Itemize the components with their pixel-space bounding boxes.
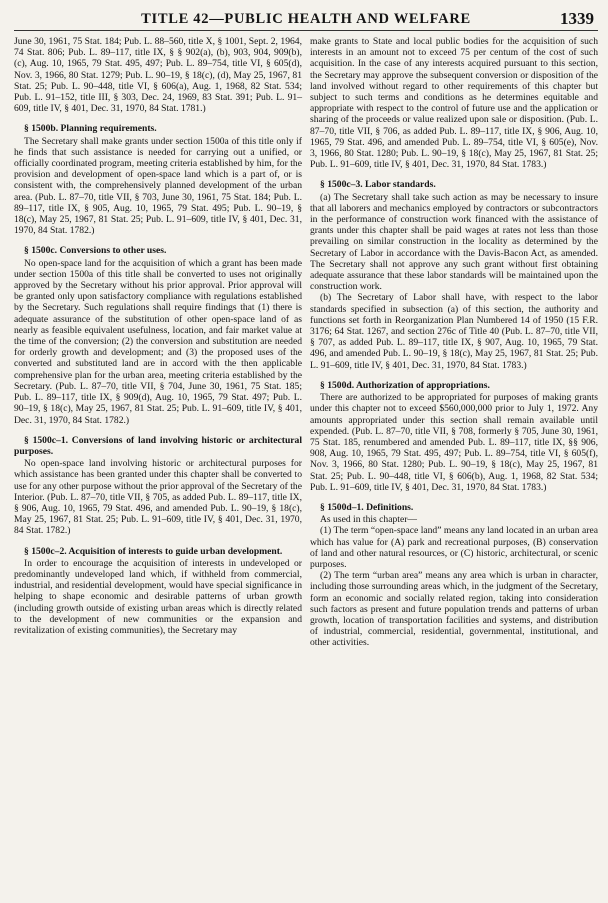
section-1500c-2	[14, 546, 302, 637]
left-column	[14, 36, 302, 649]
section-1500c-3	[310, 179, 598, 370]
section-body: No open-space land involving historic or architectural purposes for which assistance has been granted under this chapter shall be converted to use for any other purpose without the prior approval of the Secretary of the Interior. (Pub. L. 87–70, title VII, § 705, as added Pub. L. 89–117, title IX, § 906, Aug. 10, 1965, 79 Stat. 496, and amended Pub. L. 90–19, § 18(c), May 25, 1967, 81 Stat. 25; Pub. L. 91–609, title IV, § 401, Dec. 31, 1970, 84 Stat. 1782.)	[14, 458, 302, 537]
running-header	[14, 8, 598, 31]
section-heading: § 1500d. Authorization of appropriations.	[320, 379, 490, 391]
text-columns	[14, 36, 598, 649]
section-body: There are authorized to be appropriated for purposes of making grants under this chapter not to exceed $560,000,000 prior to July 1, 1972. Any amounts appropriated under this section shall remain available until expended. (Pub. L. 87–70, title VII, § 708, formerly § 705, June 30, 1961, 75 Stat. 185, renumbered and amended Pub. L. 89–117, title IX, §§ 906, 908, Aug. 10, 1965, 79 Stat. 495, 497; Pub. L. 89–754, title VI, § 605(f), Nov. 3, 1966, 80 Stat. 1280; Pub. L. 90–19, § 18(c), May 25, 1967, 81 Stat. 25; Pub. L. 90–448, title VI, § 606(b), Aug. 1, 1968, 82 Stat. 534; Pub. L. 91–609, title IV, § 401, Dec. 31, 1970, 84 Stat. 1783.)	[310, 392, 598, 493]
continued-text: make grants to State and local public bodies for the acquisition of such interests in an amount not to exceed 75 per centum of the cost of such acquisition. In the case of any interests acquired pursuant to this section, the Secretary may approve the subsequent conversion or disposition of the land involved without regard to other requirements of this chapter but subject to such terms and conditions as he determines equitable and appropriate with respect to the control of future use and the application or sharing of the proceeds or value realized upon sale or disposition. (Pub. L. 87–70, title VII, § 706, as added Pub. L. 89–117, title IX, § 906, Aug. 10, 1965, 79 Stat. 496, and amended Pub. L. 89–754, title VI, § 605(e), Nov. 3, 1966, 80 Stat. 1280; Pub. L. 90–19, § 18(c), May 25, 1967, 81 Stat. 25; Pub. L. 91–609, title IV, § 401, Dec. 31, 1970, 84 Stat. 1783.)	[310, 36, 598, 171]
subsection-b: (b) The Secretary of Labor shall have, with respect to the labor standards specified in subsection (a) of this section, the authority and functions set forth in Reorganization Plan Numbered 14 of 1950 (15 F.R. 3176; 64 Stat. 1267, and section 276c of Title 40 (Pub. L. 87–70, title VII, § 707, as added Pub. L. 89–117, title IX, § 907, Aug. 10, 1965, 79 Stat. 496, and amended Pub. L. 90–19, § 18(c), May 25, 1967, 81 Stat. 25; Pub. L. 91–609, title IV, § 401, Dec. 31, 1970, 84 Stat. 1783.)	[310, 292, 598, 371]
right-column	[310, 36, 598, 649]
continued-citation: June 30, 1961, 75 Stat. 184; Pub. L. 88–560, title X, § 1001, Sept. 2, 1964, 74 Stat. 806; Pub. L. 89–117, title IX, § § 902(a), (b), 903, 904, 909(b), (c), Aug. 10, 1965, 79 Stat. 495, 497; Pub. L. 89–754, title VI, § 605(d), Nov. 3, 1966, 80 Stat. 1279; Pub. L. 90–19, § 18(c), (d), May 25, 1967, 81 Stat. 25; Pub. L. 90–448, title VI, § 606(a), Aug. 1, 1968, 82 Stat. 534; Pub. L. 91–152, title III, § 303, Dec. 24, 1969, 83 Stat. 391; Pub. L. 91–609, title IV, § 401, Dec. 31, 1970, 84 Stat. 1781.)	[14, 36, 302, 115]
section-1500d-1	[310, 502, 598, 649]
running-title: TITLE 42—PUBLIC HEALTH AND WELFARE	[141, 11, 471, 27]
definitions-lead: As used in this chapter—	[320, 514, 417, 526]
section-1500b	[14, 123, 302, 236]
section-heading: § 1500c–2. Acquisition of interests to guide urban development.	[24, 545, 283, 557]
section-heading: § 1500b. Planning requirements.	[24, 123, 157, 135]
page-number: 1339	[560, 9, 594, 28]
section-body: No open-space land for the acquisition of which a grant has been made under section 1500a of this title shall be converted to uses not originally approved by the Secretary without his prior approval. Prior approval will be granted only upon satisfactory compliance with regulations established by the Secretary. Such regulations shall require findings that (1) there is adequate assurance of the substitution of other open-space land of as nearly as feasible equivalent usefulness, location, and fair market value at the time of the conversion; (2) the conversion and substitution are needed for orderly growth and development; and (3) the proposed uses of the converted and substituted land are in accord with the then applicable comprehensive plan for the urban area, meeting criteria established by the Secretary. (Pub. L. 87–70, title VII, § 704, June 30, 1961, 75 Stat. 185; Pub. L. 89–117, title IX, § 909(d), Aug. 10, 1965, 79 Stat. 497; Pub. L. 90–19, § 18(c), May 25, 1967, 81 Stat. 25; Pub. L. 91–609, title IV, § 401, Dec. 31, 1970, 84 Stat. 1782.)	[14, 257, 302, 426]
section-heading: § 1500c–3. Labor standards.	[320, 179, 436, 191]
section-1500c	[14, 245, 302, 425]
section-1500d	[310, 380, 598, 493]
section-body: The Secretary shall make grants under section 1500a of this title only if he finds that such assistance is needed for carrying out a unified, or officially coordinated program, meeting criteria established by him, for the provision and development of open-space land which is a part of, or is consistent with, the comprehensively planned development of the urban area. (Pub. L. 87–70, title VII, § 703, June 30, 1961, 75 Stat. 184; Pub. L. 89–117, title IX, § 905, Aug. 10, 1965, 79 Stat. 495; Pub. L. 90–19, § 18(c), May 25, 1967, 81 Stat. 25; Pub. L. 91–609, title IV, § 401, Dec. 31, 1970, 84 Stat. 1782.)	[14, 135, 302, 237]
section-heading: § 1500c. Conversions to other uses.	[24, 245, 167, 257]
definition-item: (1) The term “open-space land” means any land located in an urban area which has value for (A) park and recreational purposes, (B) conservation of land and other natural resources, or (C) historic, architectural, or scenic purposes.	[310, 525, 598, 570]
section-body: In order to encourage the acquisition of interests in undeveloped or predominantly undeveloped land which, if withheld from commercial, industrial, and residential development, would have special significance in helping to shape economic and desirable patterns of urban growth (including growth outside of existing urban areas which is directly related to the development of new communities or the expansion and revitalization of existing communities), the Secretary may	[14, 557, 302, 636]
definition-item: (2) The term “urban area” means any area which is urban in character, including those surrounding areas which, in the judgment of the Secretary, form an economic and socially related region, taking into consideration such factors as present and future population trends and patterns of urban growth, location of transportation facilities and systems, and distribution of industrial, commercial, residential, governmental, institutional, and other activities.	[310, 570, 598, 649]
section-1500c-1	[14, 435, 302, 537]
section-heading: § 1500d–1. Definitions.	[320, 501, 414, 513]
subsection-a: (a) The Secretary shall take such action as may be necessary to insure that all laborers and mechanics employed by contractors or subcontractors in the performance of construction work financed with the assistance of grants under this chapter shall be paid wages at rates not less than those prevailing on similar construction in the locality as determined by the Secretary of Labor in accordance with the Davis-Bacon Act, as amended. The Secretary shall not approve any such grant without first obtaining adequate assurance that these labor standards will be maintained upon the construction work.	[310, 191, 598, 293]
section-heading: § 1500c–1. Conversions of land involving historic or architectural purposes.	[14, 434, 302, 457]
